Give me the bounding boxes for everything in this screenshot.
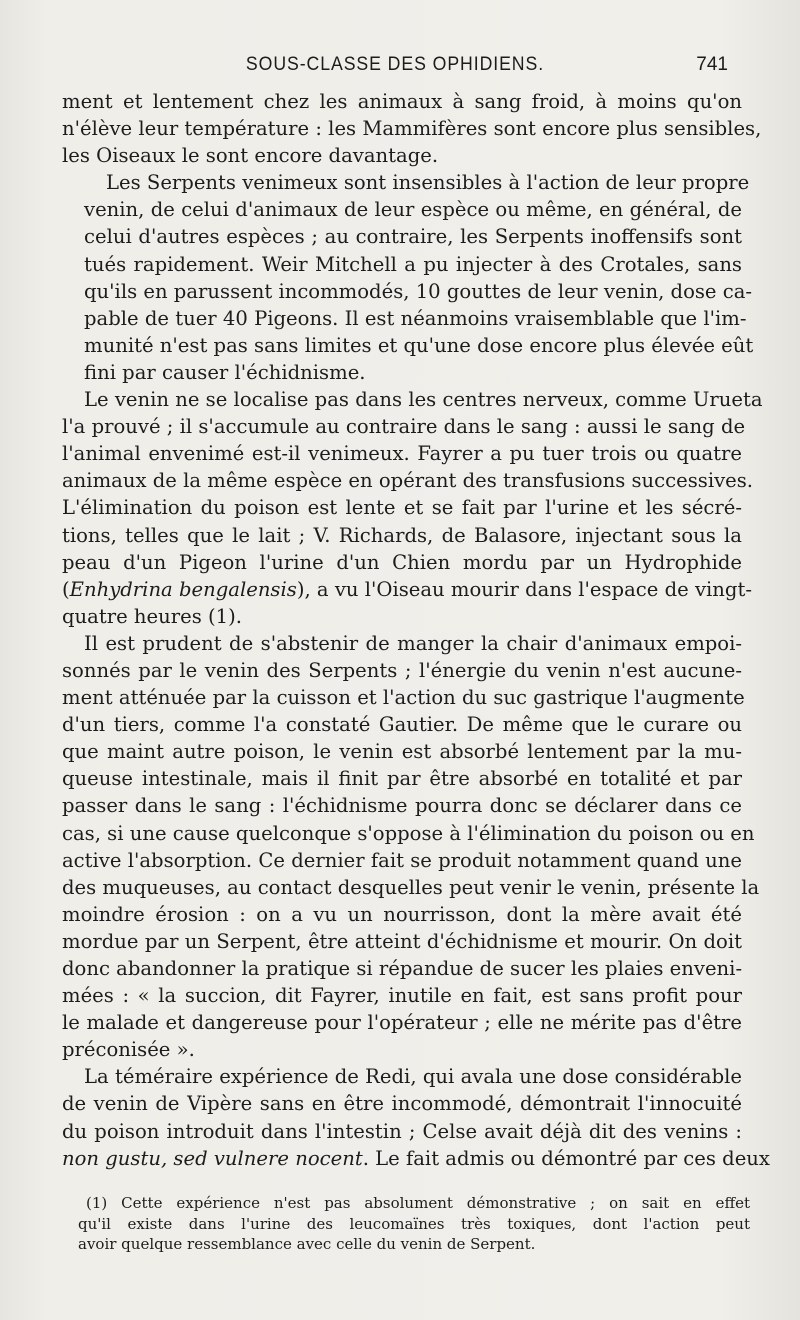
text-line: sonnés par le venin des Serpents ; l'énergie du venin n'est aucune- <box>62 658 742 682</box>
running-title: SOUS-CLASSE DES OPHIDIENS. <box>245 54 545 75</box>
text-line: tués rapidement. Weir Mitchell a pu injecter à des Crotales, sans <box>84 252 742 276</box>
page-header <box>62 54 728 82</box>
text-line: n'élève leur température : les Mammifères sont encore plus sensibles, <box>62 117 762 141</box>
footnote-line: avoir quelque ressemblance avec celle du venin de Serpent. <box>78 1235 536 1253</box>
page-number: 741 <box>696 54 728 75</box>
paragraph <box>62 1063 770 1171</box>
text-line: Le venin ne se localise pas dans les centres nerveux, comme Urueta <box>84 388 763 412</box>
text-line: Les Serpents venimeux sont insensibles à l'action de leur propre <box>106 171 750 195</box>
text-line: mées : « la succion, dit Fayrer, inutile en fait, est sans profit pour <box>62 984 742 1008</box>
text-line-italic-species: (Enhydrina bengalensis), a vu l'Oiseau mourir dans l'espace de vingt- <box>62 577 752 601</box>
text-line: active l'absorption. Ce dernier fait se produit notamment quand une <box>62 848 742 872</box>
italic-text: non gustu, sed vulnere nocent <box>62 1146 363 1170</box>
footnote-line: (1) Cette expérience n'est pas absolument démonstrative ; on sait en effet <box>86 1194 750 1212</box>
text-line: pable de tuer 40 Pigeons. Il est néanmoins vraisemblable que l'im- <box>84 306 747 330</box>
text-line: tions, telles que le lait ; V. Richards, de Balasore, injectant sous la <box>62 523 742 547</box>
paragraph <box>62 88 762 169</box>
text-line: venin, de celui d'animaux de leur espèce ou même, en général, de <box>84 198 742 222</box>
text-line: cas, si une cause quelconque s'oppose à l'élimination du poison ou en <box>62 821 755 845</box>
text-line: du poison introduit dans l'intestin ; Celse avait déjà dit des venins : <box>62 1119 742 1143</box>
text-line: mordue par un Serpent, être atteint d'échidnisme et mourir. On doit <box>62 929 742 953</box>
text-line: quatre heures (1). <box>62 604 242 628</box>
text-line: l'a prouvé ; il s'accumule au contraire dans le sang : aussi le sang de <box>62 415 746 439</box>
text-line: L'élimination du poison est lente et se fait par l'urine et les sécré- <box>62 496 742 520</box>
text-line: queuse intestinale, mais il finit par être absorbé en totalité et par <box>62 767 742 791</box>
text-line: qu'ils en parussent incommodés, 10 gouttes de leur venin, dose ca- <box>84 279 753 303</box>
text-line: de venin de Vipère sans en être incommodé, démontrait l'innocuité <box>62 1092 742 1116</box>
text-line: peau d'un Pigeon l'urine d'un Chien mordu par un Hydrophide <box>62 550 742 574</box>
paragraph <box>62 630 760 1064</box>
text-line: La téméraire expérience de Redi, qui avala une dose considérable <box>84 1065 742 1089</box>
text-line: l'animal envenimé est-il venimeux. Fayrer a pu tuer trois ou quatre <box>62 442 742 466</box>
text-line: Il est prudent de s'abstenir de manger la chair d'animaux empoi- <box>84 631 742 655</box>
italic-text: Enhydrina bengalensis <box>69 577 297 601</box>
text-line: animaux de la même espèce en opérant des transfusions successives. <box>62 469 754 493</box>
text-line: celui d'autres espèces ; au contraire, les Serpents inoffensifs sont <box>84 225 742 249</box>
footnote-line: qu'il existe dans l'urine des leucomaïnes très toxiques, dont l'action peut <box>78 1214 750 1233</box>
text-line: d'un tiers, comme l'a constaté Gautier. De même que le curare ou <box>62 713 742 737</box>
text-line: passer dans le sang : l'échidnisme pourra donc se déclarer dans ce <box>62 794 742 818</box>
text-line: ment et lentement chez les animaux à sang froid, à moins qu'on <box>62 90 742 113</box>
text-line: le malade et dangereuse pour l'opérateur ; elle ne mérite pas d'être <box>62 1011 742 1035</box>
text-line: fini par causer l'échidnisme. <box>84 360 366 384</box>
body-text <box>62 88 770 1172</box>
text-line: les Oiseaux le sont encore davantage. <box>62 144 439 168</box>
text-line: ment atténuée par la cuisson et l'action du suc gastrique l'augmente <box>62 686 745 710</box>
text-line-latin-quote: non gustu, sed vulnere nocent. Le fait admis ou démontré par ces deux <box>62 1146 770 1170</box>
text-line: des muqueuses, au contact desquelles peut venir le venin, présente la <box>62 875 760 899</box>
text-line: munité n'est pas sans limites et qu'une dose encore plus élevée eût <box>84 333 754 357</box>
text-line: préconisée ». <box>62 1038 195 1062</box>
text-line: moindre érosion : on a vu un nourrisson, dont la mère avait été <box>62 902 742 926</box>
paragraph <box>62 386 763 630</box>
footnote <box>78 1193 750 1255</box>
text-line: donc abandonner la pratique si répandue de sucer les plaies enveni- <box>62 957 743 980</box>
text-line: que maint autre poison, le venin est absorbé lentement par la mu- <box>62 740 742 764</box>
paragraph <box>62 169 754 386</box>
